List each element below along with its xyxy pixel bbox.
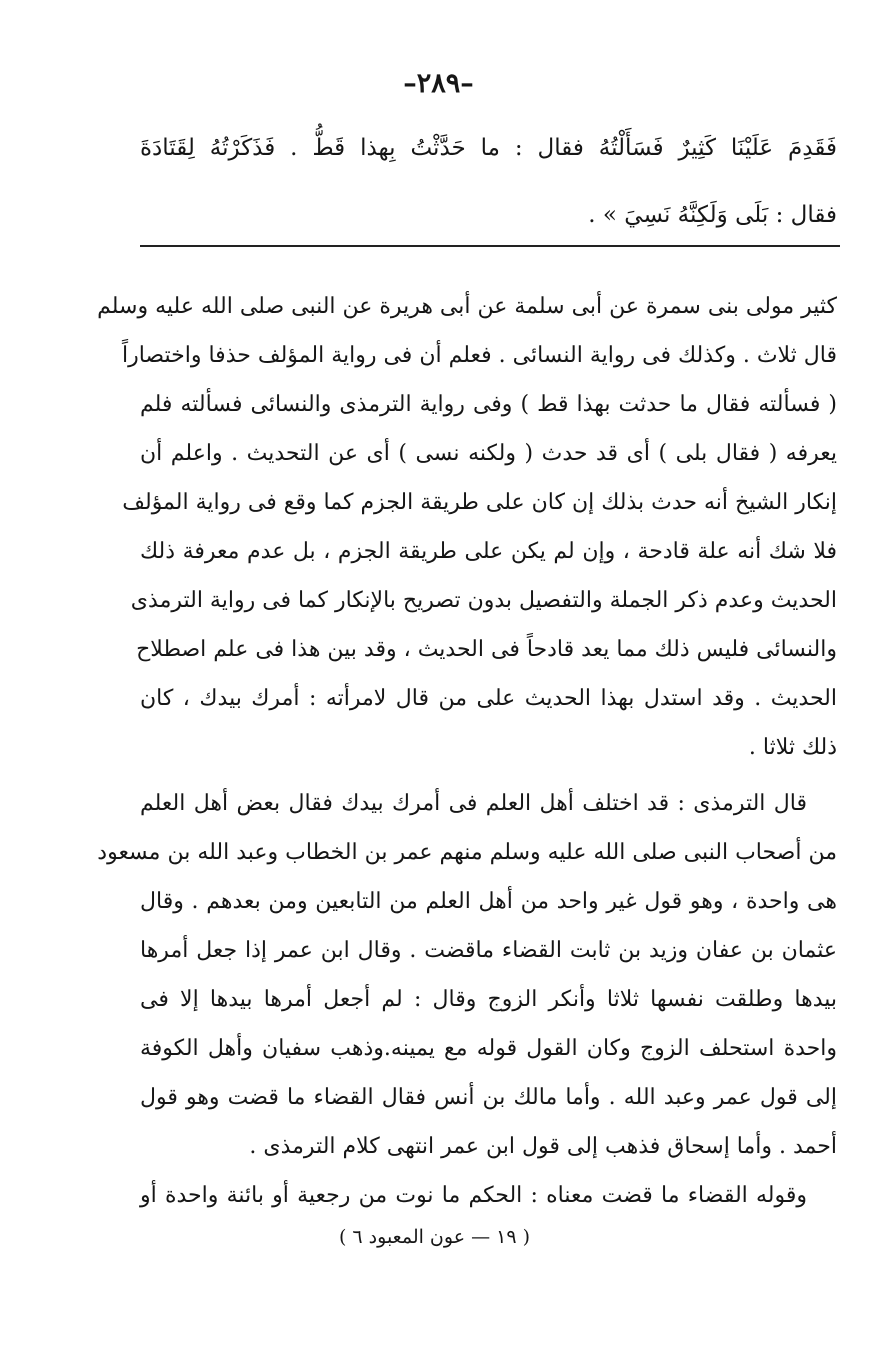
main-text-line: فقال : بَلَى وَلَكِنَّهُ نَسِيَ » . [588,202,837,228]
commentary-line: الحديث . وقد استدل بهذا الحديث على من قال لامرأته : أمرك بيدك ، كان [140,686,837,711]
commentary-line: كثير مولى بنى سمرة عن أبى سلمة عن أبى هريرة عن النبى صلى الله عليه وسلم [97,294,837,319]
commentary-line: أحمد . وأما إسحاق فذهب إلى قول ابن عمر انتهى كلام الترمذى . [249,1134,837,1159]
commentary-line: بيدها وطلقت نفسها ثلاثا وأنكر الزوج وقال : لم أجعل أمرها بيدها إلا فى [140,987,837,1012]
commentary-line: والنسائى فليس ذلك مما يعد قادحاً فى الحديث ، وقد بين هذا فى علم اصطلاح [136,637,837,662]
footnote-divider [140,245,840,247]
commentary-line: يعرفه ( فقال بلى ) أى قد حدث ( ولكنه نسى ) أى عن التحديث . واعلم أن [140,441,837,466]
commentary-line: من أصحاب النبى صلى الله عليه وسلم منهم عمر بن الخطاب وعبد الله بن مسعود [97,840,837,865]
commentary-line: ذلك ثلاثا . [748,735,837,760]
commentary-line: عثمان بن عفان وزيد بن ثابت القضاء ماقضت . وقال ابن عمر إذا جعل أمرها [140,938,837,963]
commentary-line: قال ثلاث . وكذلك فى رواية النسائى . فعلم أن فى رواية المؤلف حذفا واختصاراً [121,343,837,368]
commentary-line: فلا شك أنه علة قادحة ، وإن لم يكن على طريقة الجزم ، بل عدم معرفة ذلك [140,539,837,564]
commentary-line: ( فسألته فقال ما حدثت بهذا قط ) وفى رواية الترمذى والنسائى فسألته فلم [140,392,837,417]
main-text-line: فَقَدِمَ عَلَيْنَا كَثِيرٌ فَسَأَلْتُهُ فقال : ما حَدَّثْتُ بِهذا قَطُّ . فَذَكَرْتُهُ لِقَتَادَةَ [140,135,837,161]
commentary-line: قال الترمذى : قد اختلف أهل العلم فى أمرك بيدك فقال بعض أهل العلم [140,791,807,816]
commentary-line: إلى قول عمر وعبد الله . وأما مالك بن أنس فقال القضاء ما قضت وهو قول [140,1085,837,1110]
signature-line: ( ١٩ — عون المعبود ٦ ) [338,1226,530,1248]
commentary-line: وقوله القضاء ما قضت معناه : الحكم ما نوت من رجعية أو بائنة واحدة أو [140,1183,807,1208]
commentary-line: واحدة استحلف الزوج وكان القول قوله مع يمينه.وذهب سفيان وأهل الكوفة [140,1036,837,1061]
commentary-line: هى واحدة ، وهو قول غير واحد من أهل العلم من التابعين ومن بعدهم . وقال [140,889,837,914]
commentary-line: إنكار الشيخ أنه حدث بذلك إن كان على طريقة الجزم كما وقع فى رواية المؤلف [122,490,837,515]
commentary-line: الحديث وعدم ذكر الجملة والتفصيل بدون تصريح بالإنكار كما فى رواية الترمذى [130,588,837,613]
page-number: –٢٨٩– [403,68,474,99]
